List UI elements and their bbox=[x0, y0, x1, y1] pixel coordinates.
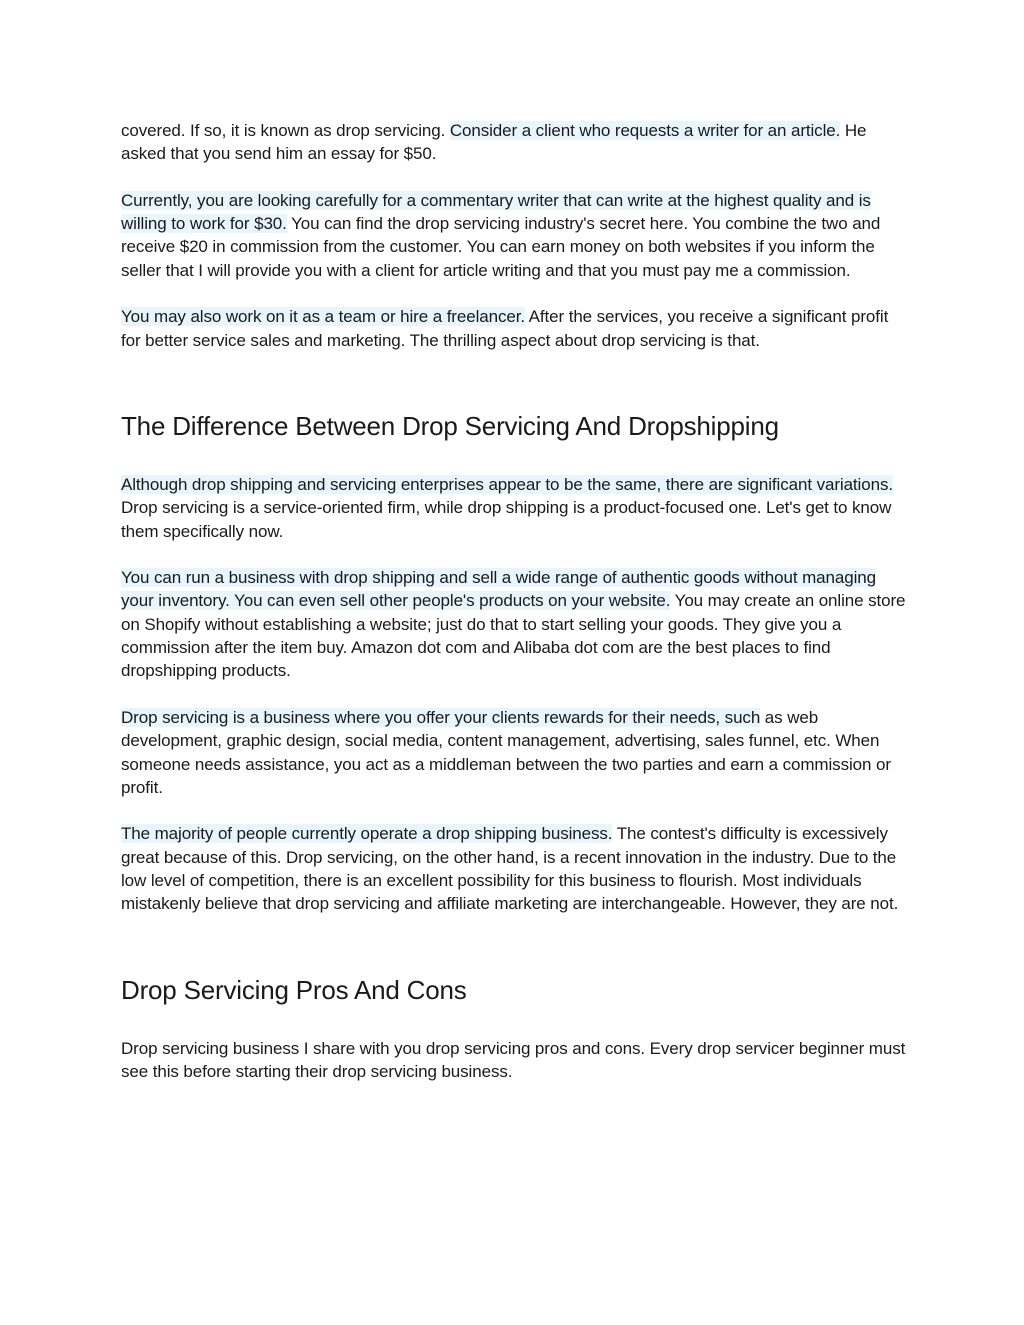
paragraph-text: You may create an online store on Shopify without establishing a website; just do that to start selling your goods. They give you a commission after the item buy. Amazon dot com and Alibaba dot com are the best places to find dropshipping products. bbox=[121, 591, 906, 681]
document-page bbox=[121, 119, 906, 1083]
paragraph-text: The contest's difficulty is excessively great because of this. Drop servicing, on the other hand, is a recent innovation in the industry. Due to the low level of competition, there is an excellent possibility for this business to flourish. Most individuals mistakenly believe that drop servicing and affiliate marketing are interchangeable. However, they are not. bbox=[121, 824, 899, 914]
paragraph-drop-servicing-definition bbox=[121, 706, 906, 799]
paragraph-drop-shipping-business bbox=[121, 566, 906, 682]
paragraph-text: You can find the drop servicing industry's secret here. You combine the two and receive $20 in commission from the customer. You can earn money on both websites if you inform the seller that I will provide you with a client for article writing and that you must pay me a commission. bbox=[121, 214, 881, 280]
highlighted-sentence: Consider a client who requests a writer for an article. bbox=[449, 121, 841, 140]
paragraph-pros-cons-intro bbox=[121, 1037, 906, 1084]
paragraph-text: covered. If so, it is known as drop servicing. bbox=[121, 121, 450, 140]
paragraph-text: After the services, you receive a significant profit for better service sales and marketing. The thrilling aspect about drop servicing is that. bbox=[121, 307, 889, 350]
paragraph-team-freelancer bbox=[121, 305, 906, 352]
paragraph-text: Drop servicing is a service-oriented firm, while drop shipping is a product-focused one. Let's get to know them specifically now. bbox=[121, 498, 892, 541]
paragraph-commentary-writer bbox=[121, 189, 906, 282]
highlighted-sentence: The majority of people currently operate a drop shipping business. bbox=[121, 824, 613, 844]
section-heading-pros-cons: Drop Servicing Pros And Cons bbox=[121, 974, 467, 1005]
section-heading-difference: The Difference Between Drop Servicing And Dropshipping bbox=[121, 410, 779, 441]
highlighted-sentence: You can run a business with drop shipping and sell a wide range of authentic goods without managing your inventory. You can even sell other people's products on your website. bbox=[121, 568, 876, 611]
paragraph-text: He asked that you send him an essay for $50. bbox=[121, 121, 867, 164]
paragraph-significant-variations bbox=[121, 473, 906, 543]
paragraph-text: Drop servicing business I share with you drop servicing pros and cons. Every drop servicer beginner must see this before starting their drop servicing business. bbox=[121, 1038, 906, 1081]
highlighted-sentence: You may also work on it as a team or hire a freelancer. bbox=[121, 307, 525, 327]
paragraph-competition bbox=[121, 822, 906, 915]
highlighted-sentence: Drop servicing is a business where you offer your clients rewards for their needs, such bbox=[121, 707, 761, 727]
paragraph-drop-servicing-intro bbox=[121, 119, 906, 166]
highlighted-sentence: Although drop shipping and servicing enterprises appear to be the same, there are significant variations. bbox=[121, 474, 893, 494]
paragraph-text: as web development, graphic design, social media, content management, advertising, sales funnel, etc. When someone needs assistance, you act as a middleman between the two parties and earn a commission or profit. bbox=[121, 707, 891, 797]
highlighted-sentence: Currently, you are looking carefully for a commentary writer that can write at the highest quality and is willing to work for $30. bbox=[121, 190, 871, 234]
